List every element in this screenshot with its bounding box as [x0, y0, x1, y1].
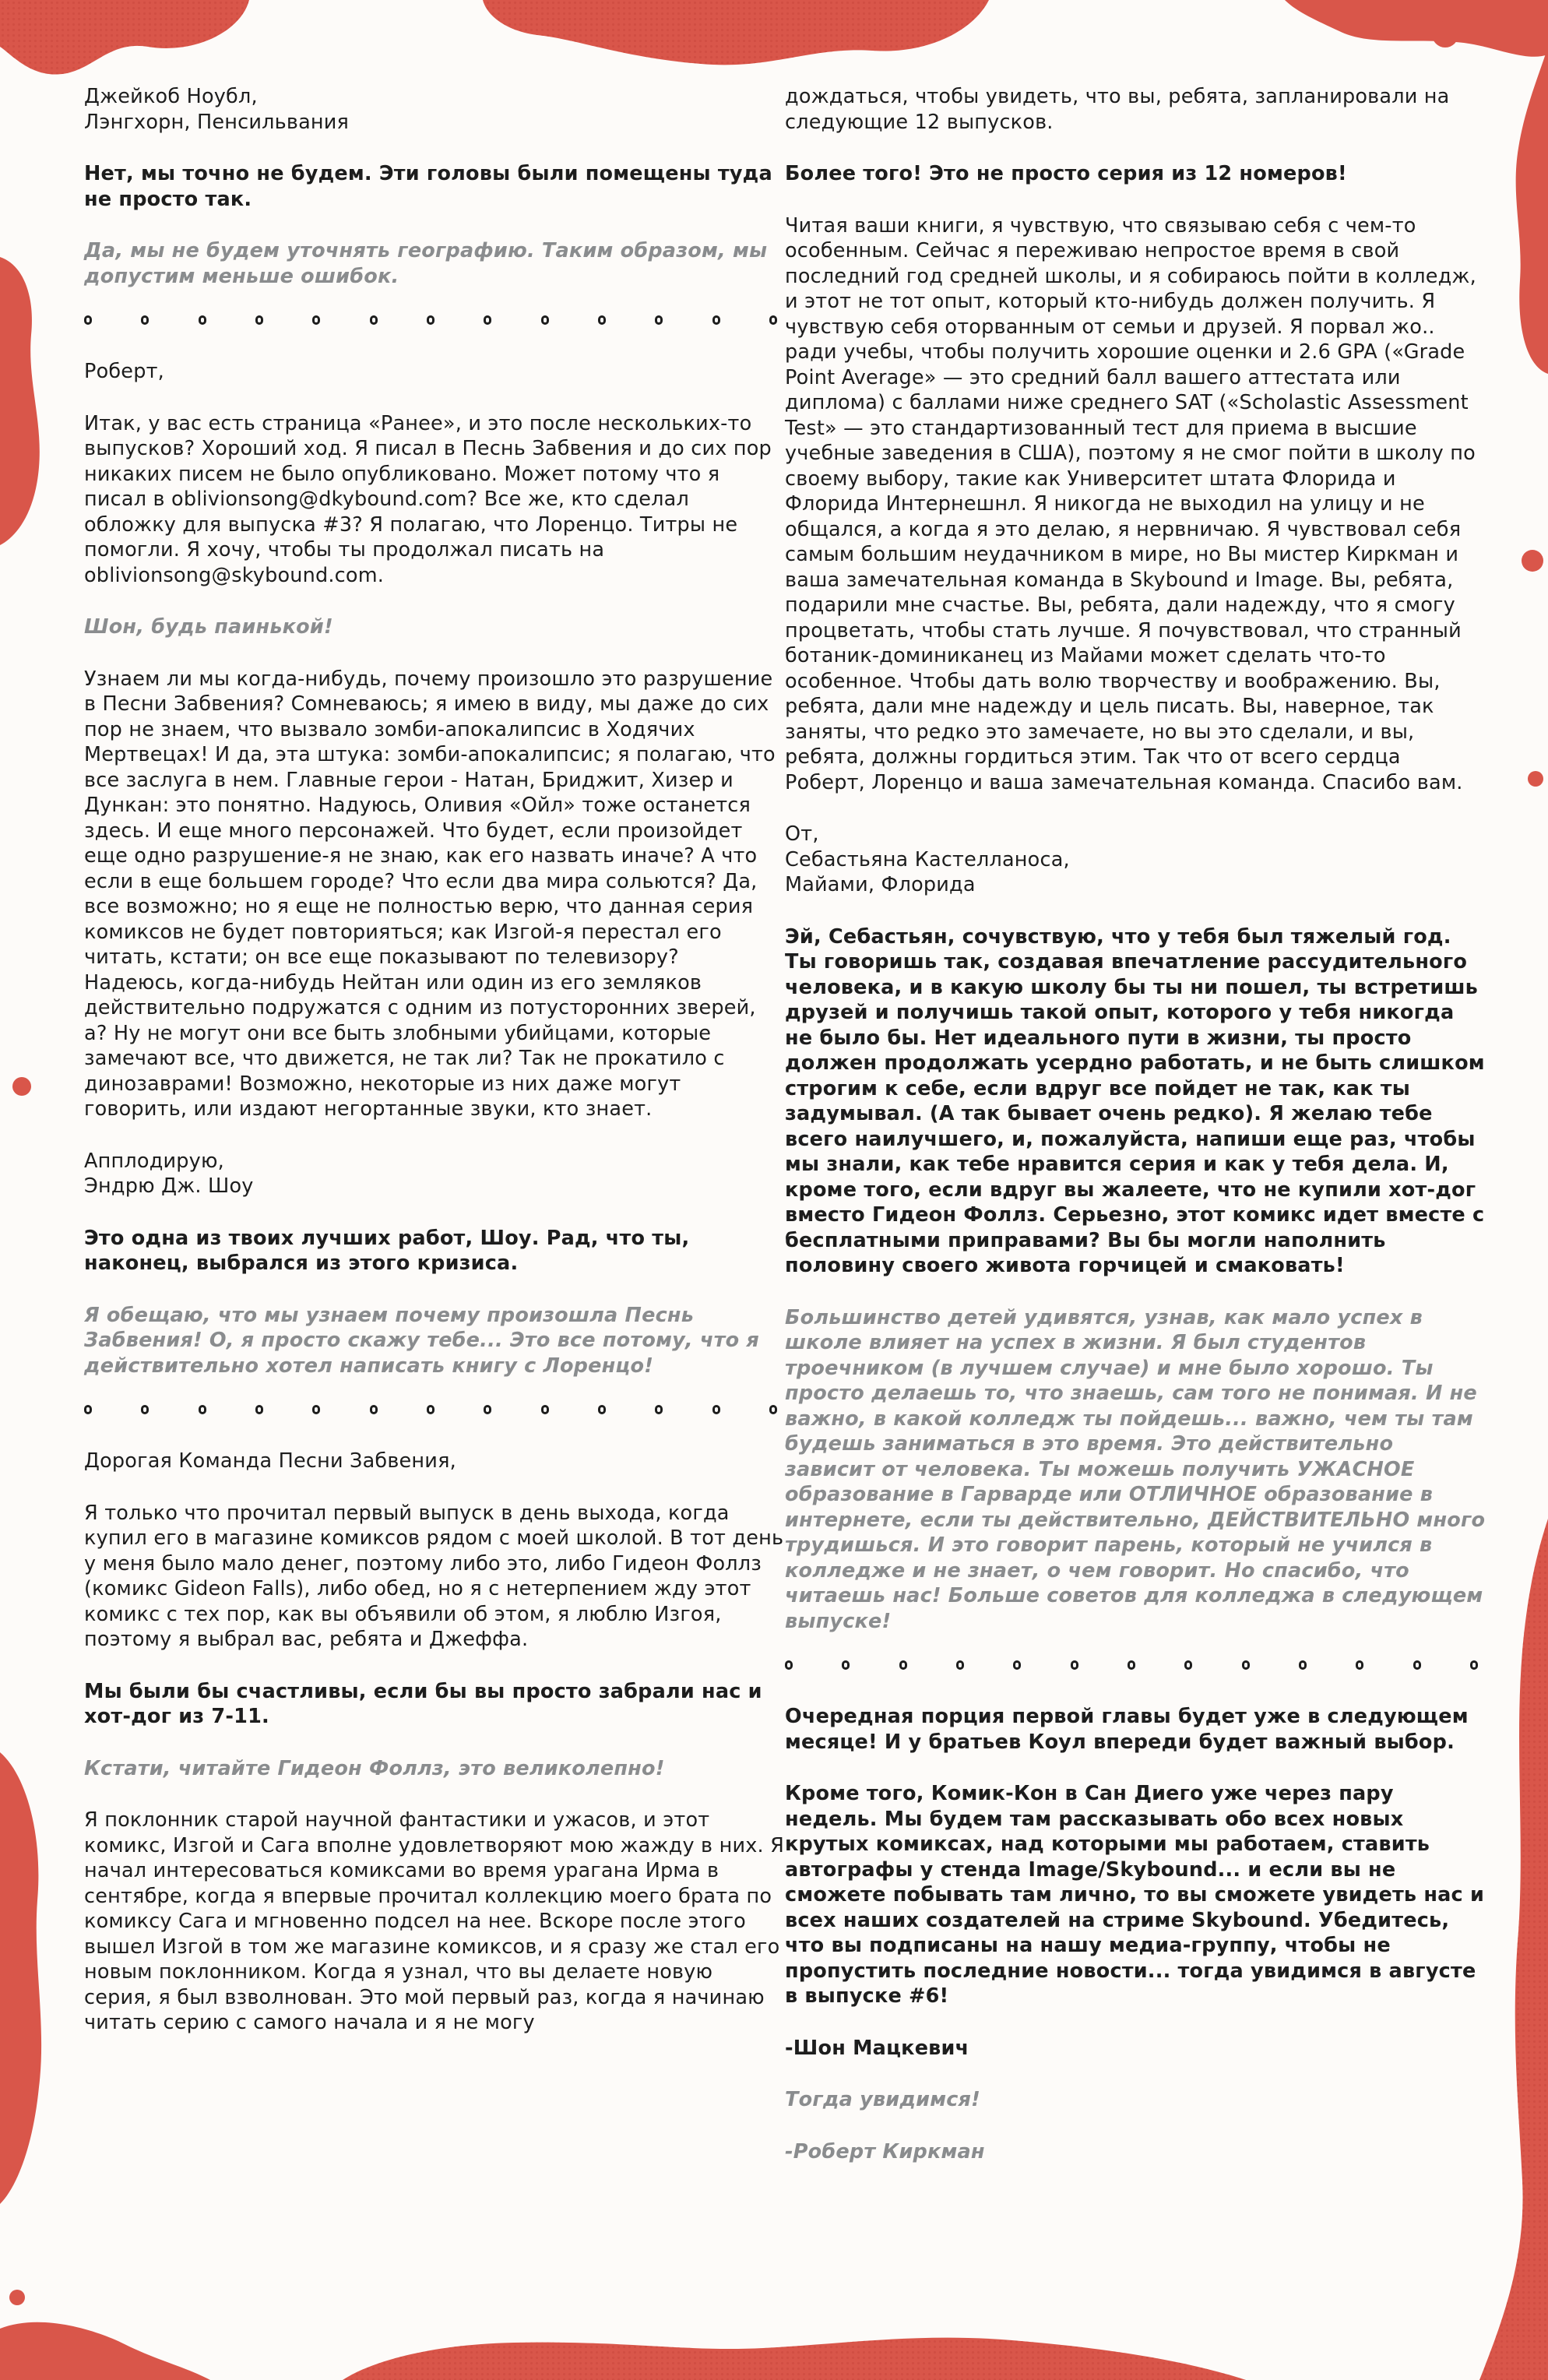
- letter-paragraph: Роберт,: [84, 360, 164, 383]
- reply-bold-paragraph: Это одна из твоих лучших работ, Шоу. Рад, что ты, наконец, выбрался из этого кризиса.: [84, 1226, 690, 1275]
- divider-dot: [312, 315, 320, 325]
- reply-italic-paragraph: Шон, будь паинькой!: [84, 615, 333, 639]
- divider-dot: [541, 1405, 549, 1414]
- divider-dot: [1242, 1660, 1250, 1670]
- divider-dot: [199, 315, 206, 325]
- letter-paragraph: Я поклонник старой научной фантастики и ужасов, и этот комикс, Изгой и Сага вполне удовлетворяют мою жажду в них. Я начал интересоваться комиксами во время урагана Ирма в сентябре, когда я впервые прочитал коллекцию моего брата по комиксу Сага и мгновенно подсел на нее. Вскоре после этого вышел Изгой в том же магазине комиксов, и я сразу же стал его новым поклонником. Когда я узнал, что вы делаете новую серия, я был взволнован. Это мой первый раз, когда я начинаю читать серию с самого начала и я не могу: [84, 1808, 785, 2034]
- divider-dot: [769, 315, 777, 325]
- left-column: [84, 84, 785, 2062]
- reply-italic-paragraph: Тогда увидимся!: [785, 2088, 980, 2111]
- divider-dot: [484, 1405, 491, 1414]
- divider-dot: [712, 315, 720, 325]
- divider-dot: [899, 1660, 907, 1670]
- letter-paragraph: Я только что прочитал первый выпуск в день выхода, когда купил его в магазине комиксов рядом с моей школой. В тот день у меня было мало денег, поэтому либо это, либо Гидеон Фоллз (комикс Gideon Falls), либо обед, но я с нетерпением жду этот комикс с тех пор, как вы объявили об этом, я люблю Изгоя, поэтому я выбрал вас, ребята и Джеффа.: [84, 1501, 784, 1651]
- divider-dot: [1356, 1660, 1363, 1670]
- divider-dot: [1071, 1660, 1078, 1670]
- divider-dot: [785, 1660, 793, 1670]
- divider-dot: [141, 1405, 149, 1414]
- letter-paragraph: От, Себастьяна Кастелланоса, Майами, Флорида: [785, 822, 1070, 896]
- letter-paragraph: Дорогая Команда Песни Забвения,: [84, 1449, 456, 1473]
- divider-dot: [598, 315, 606, 325]
- divider-dot: [199, 1405, 206, 1414]
- letter-paragraph: Читая ваши книги, я чувствую, что связываю себя с чем-то особенным. Сейчас я переживаю непростое время в свой последний год средней школы, и я собираюсь пойти в колледж, и этот не тот опыт, который кто-нибудь должен получить. Я чувствую себя оторванным от семьи и друзей. Я порвал жо.. ради учебы, чтобы получить хорошие оценки и 2.6 GPA («Grade Point Average» — это средний балл вашего аттестата или диплома) с баллами ниже среднего SAT («Scholastic Assessment Test» — это стандартизованный тест для приема в высшие учебные заведения в США), поэтому я не смог пойти в школу по своему выбору, такие как Университет штата Флорида и Флорида Интернешнл. Я никогда не выходил на улицу и не общался, а когда я это делаю, я нервничаю. Я чувствовал себя самым большим неудачником в мире, но Вы мистер Киркман и ваша замечательная команда в Skybound и Image. Вы, ребята, подарили мне счастье. Вы, ребята, дали надежду, что я смогу процветать, чтобы стать лучше. Я почувствовал, что странный ботаник-доминиканец из Майами может сделать что-то особенное. Чтобы дать волю творчеству и воображению. Вы, ребята, дали мне надежду и цель писать. Вы, наверное, так заняты, что редко это замечаете, но вы это сделали, и вы, ребята, должны гордиться этим. Так что от всего сердца Роберт, Лоренцо и ваша замечательная команда. Спасибо вам.: [785, 213, 1476, 794]
- divider-dot: [370, 1405, 378, 1414]
- divider-dot: [842, 1660, 850, 1670]
- divider-dot: [484, 315, 491, 325]
- divider-dot: [1470, 1660, 1478, 1670]
- divider-dot: [1184, 1660, 1192, 1670]
- divider-dot: [312, 1405, 320, 1414]
- section-divider: [84, 315, 785, 325]
- divider-dot: [255, 1405, 263, 1414]
- divider-dot: [370, 315, 378, 325]
- letter-paragraph: дождаться, чтобы увидеть, что вы, ребята, запланировали на следующие 12 выпусков.: [785, 85, 1450, 134]
- divider-dot: [655, 1405, 663, 1414]
- divider-dot: [84, 1405, 92, 1414]
- divider-dot: [712, 1405, 720, 1414]
- divider-dot: [84, 315, 92, 325]
- divider-dot: [427, 1405, 434, 1414]
- reply-italic-paragraph: -Роберт Киркман: [785, 2139, 985, 2163]
- divider-dot: [141, 315, 149, 325]
- letter-paragraph: Узнаем ли мы когда-нибудь, почему произошло это разрушение в Песни Забвения? Сомневаюсь; я имею в виду, мы даже до сих пор не знаем, что вызвало зомби-апокалипсис в Ходячих Мертвецах! И да, эта штука: зомби-апокалипсис; я полагаю, что все заслуга в нем. Главные герои - Натан, Бриджит, Хизер и Дункан: это понятно. Надуюсь, Оливия «Ойл» тоже останется здесь. И еще много персонажей. Что будет, если произойдет еще одно разрушение-я не знаю, как его назвать иначе? А что если в еще большем городе? Что если два мира сольются? Да, все возможно; но я еще не полностью верю, что данная серия комиксов не будет повторияться; как Изгой-я перестал его читать, кстати; он все еще показывают по телевизору? Надеюсь, когда-нибудь Нейтан или один из его земляков действительно подружатся с одним из потусторонних зверей, а? Ну не могут они все быть злобными убийцами, которые замечают все, что движется, не так ли? Так не прокатило с динозаврами! Возможно, некоторые из них даже могут говорить, или издают негортанные звуки, кто знает.: [84, 667, 776, 1121]
- divider-dot: [769, 1405, 777, 1414]
- reply-italic-paragraph: Я обещаю, что мы узнаем почему произошла Песнь Забвения! О, я просто скажу тебе... Это все потому, что я действительно хотел написать книгу с Лоренцо!: [84, 1303, 759, 1378]
- letter-paragraph: Итак, у вас есть страница «Ранее», и это после нескольких-то выпусков? Хороший ход. Я писал в Песнь Забвения и до сих пор никаких писем не было опубликовано. Может потому что я писал в oblivionsong@dkybound.com? Все же, кто сделал обложку для выпуска #3? Я полагаю, что Лоренцо. Титры не помогли. Я хочу, чтобы ты продолжал писать на oblivionsong@skybound.com.: [84, 411, 772, 587]
- divider-dot: [1299, 1660, 1307, 1670]
- reply-bold-paragraph: Нет, мы точно не будем. Эти головы были помещены туда не просто так.: [84, 162, 772, 211]
- right-column: [785, 84, 1486, 2191]
- reply-bold-paragraph: -Шон Мацкевич: [785, 2036, 969, 2060]
- reply-italic-paragraph: Да, мы не будем уточнять географию. Таким образом, мы допустим меньше ошибок.: [84, 239, 768, 288]
- section-divider: [785, 1660, 1486, 1670]
- letter-paragraph: Апплодирую, Эндрю Дж. Шоу: [84, 1149, 254, 1198]
- reply-italic-paragraph: Большинство детей удивятся, узнав, как мало успех в школе влияет на успех в жизни. Я был студентов троечником (в лучшем случае) и мне было хорошо. Ты просто делаешь то, что знаешь, сам того не понимая. И не важно, в какой колледж ты пойдешь... важно, чем ты там будешь заниматься в это время. Это действительно зависит от человека. Ты можешь получить УЖАСНОЕ образование в Гарварде или ОТЛИЧНОЕ образование в интернете, если ты действительно, ДЕЙСТВИТЕЛЬНО много трудишься. И это говорит парень, который не учился в колледже и не знает, о чем говорит. Но спасибо, что читаешь нас! Больше советов для колледжа в следующем выпуске!: [785, 1305, 1486, 1633]
- reply-bold-paragraph: Кроме того, Комик-Кон в Сан Диего уже через пару недель. Мы будем там рассказывать обо всех новых крутых комиксах, над которыми мы работаем, ставить автографы у стенда Image/Skybound... и если вы не сможете побывать там лично, то вы сможете увидеть нас и всех наших создателей на стриме Skybound. Убедитесь, что вы подписаны на нашу медиа-группу, чтобы не пропустить последние новости... тогда увидимся в августе в выпуске #6!: [785, 1782, 1485, 2008]
- divider-dot: [255, 315, 263, 325]
- reply-bold-paragraph: Более того! Это не просто серия из 12 номеров!: [785, 162, 1347, 185]
- divider-dot: [956, 1660, 964, 1670]
- divider-dot: [1413, 1660, 1421, 1670]
- reply-bold-paragraph: Очередная порция первой главы будет уже в следующем месяце! И у братьев Коул впереди будет важный выбор.: [785, 1705, 1469, 1754]
- letter-paragraph: Джейкоб Ноубл, Лэнгхорн, Пенсильвания: [84, 85, 350, 134]
- divider-dot: [427, 315, 434, 325]
- divider-dot: [1128, 1660, 1135, 1670]
- reply-bold-paragraph: Эй, Себастьян, сочувствую, что у тебя был тяжелый год. Ты говоришь так, создавая впечатление рассудительного человека, и в какую школу бы ты ни пошел, ты встретишь друзей и получишь такой опыт, которого у тебя никогда не было бы. Нет идеального пути в жизни, ты просто должен продолжать усердно работать, и не быть слишком строгим к себе, если вдруг все пойдет не так, как ты задумывал. (А так бывает очень редко). Я желаю тебе всего наилучшего, и, пожалуйста, напиши еще раз, чтобы мы знали, как тебе нравится серия и как у тебя дела. И, кроме того, если вдруг вы жалеете, что не купили хот-дог вместо Гидеон Фоллз. Серьезно, этот комикс идет вместе с бесплатными приправами? Вы бы могли наполнить половину своего живота горчицей и смаковать!: [785, 924, 1485, 1277]
- reply-bold-paragraph: Мы были бы счастливы, если бы вы просто забрали нас и хот-дог из 7-11.: [84, 1679, 762, 1728]
- divider-dot: [598, 1405, 606, 1414]
- divider-dot: [1013, 1660, 1021, 1670]
- section-divider: [84, 1405, 785, 1414]
- divider-dot: [541, 315, 549, 325]
- reply-italic-paragraph: Кстати, читайте Гидеон Фоллз, это великолепно!: [84, 1756, 665, 1780]
- divider-dot: [655, 315, 663, 325]
